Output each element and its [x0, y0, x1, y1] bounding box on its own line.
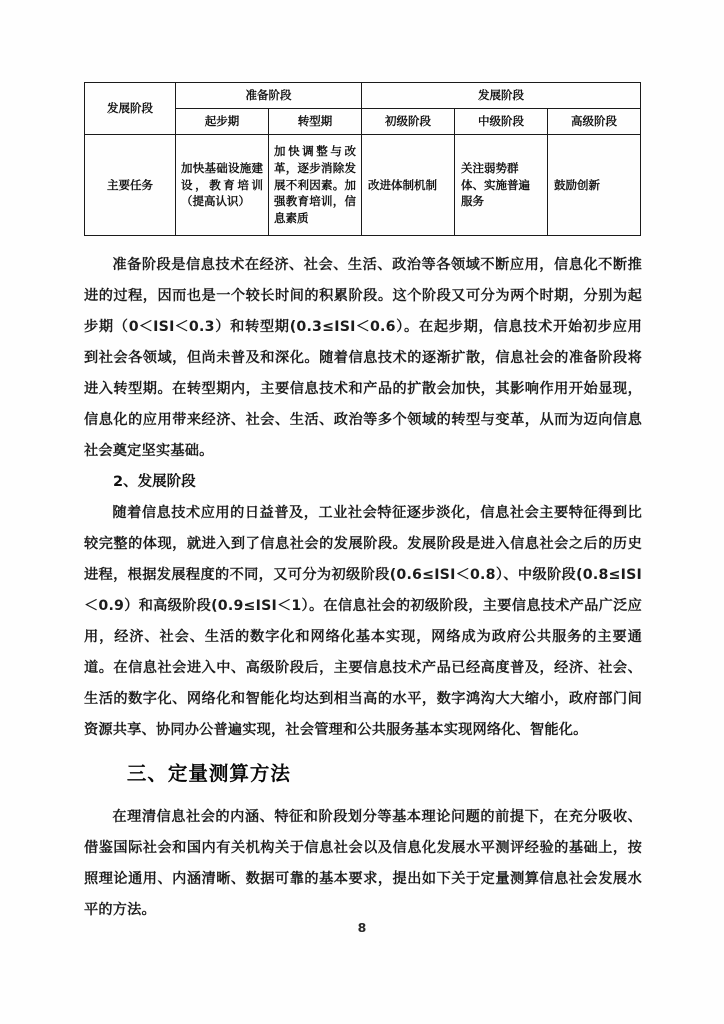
header-intermediate-stage: 中级阶段 [455, 109, 548, 135]
development-stage-table [84, 82, 641, 236]
header-startup-period: 起步期 [176, 109, 269, 135]
page-number: 8 [357, 920, 367, 935]
header-group-preparation: 准备阶段 [176, 83, 362, 109]
header-transition-period: 转型期 [269, 109, 362, 135]
paragraph-preparation-stage: 准备阶段是信息技术在经济、社会、生活、政治等各领域不断应用，信息化不断推进的过程，因而也是一个较长时间的积累阶段。这个阶段又可分为两个时期，分别为起步期（0＜ISI＜0.3）和转型期(0.3≤ISI＜0.6）。在起步期，信息技术开始初步应用到社会各领域，但尚未普及和深化。随着信息技术的逐渐扩散，信息社会的准备阶段将进入转型期。在转型期内，主要信息技术和产品的扩散会加快，其影响作用开始显现，信息化的应用带来经济、社会、生活、政治等多个领域的转型与变革，从而为迈向信息社会奠定坚实基础。 [84, 257, 642, 459]
cell-intermediate-task-text: 关注弱势群体、实施普遍服务 [461, 160, 530, 209]
header-primary-stage: 初级阶段 [362, 109, 455, 135]
subheading-development-stage: 2、发展阶段 [113, 474, 196, 490]
cell-primary-task-text: 改进体制机制 [368, 177, 437, 192]
cell-startup-task-text: 加快基础设施建设，教育培训（提高认识） [181, 160, 263, 209]
header-group-development: 发展阶段 [362, 83, 641, 109]
cell-startup-task [176, 135, 269, 236]
header-advanced-stage: 高级阶段 [548, 109, 641, 135]
table-body [85, 135, 641, 236]
paragraph-quantitative-method: 在理清信息社会的内涵、特征和阶段划分等基本理论问题的前提下，在充分吸收、借鉴国际社会和国内有关机构关于信息社会以及信息化发展水平测评经验的基础上，按照理论通用、内涵清晰、数据可靠的基本要求，提出如下关于定量测算信息社会发展水平的方法。 [84, 809, 642, 918]
cell-transition-task-text: 加快调整与改革，逐步消除发展不利因素。加强教育培训，信息素质 [274, 144, 356, 225]
table-row [85, 135, 641, 236]
cell-intermediate-task [455, 135, 548, 236]
spacer-after-section-heading [84, 793, 642, 802]
table-head [85, 83, 641, 135]
row-label-main-tasks: 主要任务 [85, 135, 176, 236]
cell-advanced-task [548, 135, 641, 236]
page-content [84, 82, 642, 926]
paragraph-development-stage: 随着信息技术应用的日益普及，工业社会特征逐步淡化，信息社会主要特征得到比较完整的体现，就进入到了信息社会的发展阶段。发展阶段是进入信息社会之后的历史进程，根据发展程度的不同，又可分为初级阶段(0.6≤ISI＜0.8）、中级阶段(0.8≤ISI＜0.9）和高级阶段(0.9≤ISI＜1）。在信息社会的初级阶段，主要信息技术产品广泛应用，经济、社会、生活的数字化和网络化基本实现，网络成为政府公共服务的主要通道。在信息社会进入中、高级阶段后，主要信息技术产品已经高度普及，经济、社会、生活的数字化、网络化和智能化均达到相当高的水平，数字鸿沟大大缩小，政府部门间资源共享、协同办公普遍实现，社会管理和公共服务基本实现网络化、智能化。 [84, 505, 642, 738]
cell-primary-task [362, 135, 455, 236]
section-heading-quantitative-method: 三、定量测算方法 [126, 762, 291, 785]
cell-transition-task [269, 135, 362, 236]
table-header-row-1 [85, 83, 641, 109]
cell-advanced-task-text: 鼓励创新 [554, 177, 600, 192]
spacer-after-table [84, 236, 642, 250]
header-stage-label: 发展阶段 [85, 83, 176, 135]
spacer-before-section-heading [84, 746, 642, 755]
